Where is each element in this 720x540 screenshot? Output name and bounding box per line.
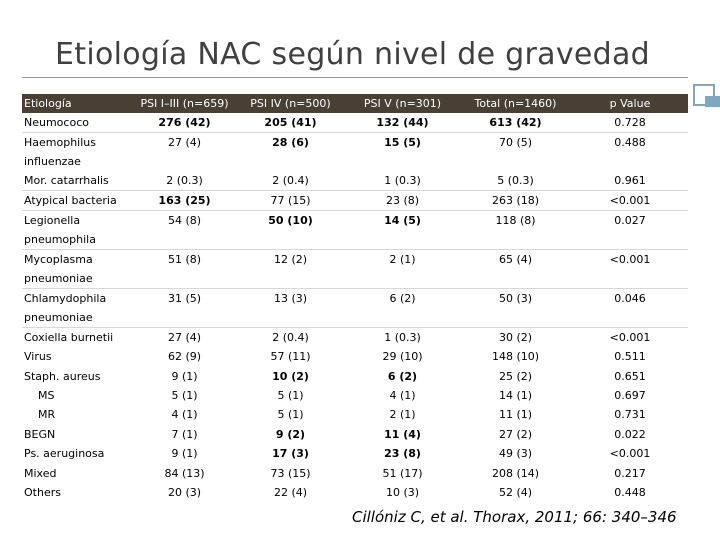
table-cell: 148 (10) [491,350,540,364]
table-row [22,367,688,386]
table-cell: <0.001 [609,447,651,461]
table-row [22,211,688,250]
table-cell: 49 (3) [498,447,533,461]
slide-title: Etiología NAC según nivel de gravedad [55,37,651,72]
table-cell: 23 (8) [384,447,421,461]
table-cell: 51 (8) [134,250,235,289]
table-cell: 0.961 [572,171,688,191]
table-cell: 11 (1) [498,408,533,422]
table-body [22,113,688,502]
table-cell: 12 (2) [235,250,346,289]
table-cell: 5 (1) [171,389,198,403]
table-cell: 9 (1) [171,447,198,461]
table-cell: 0.511 [614,350,646,364]
table-cell: 25 (2) [498,369,533,383]
table-cell: 23 (8) [346,191,459,211]
table-cell: 62 (9) [167,350,202,364]
row-label: Chlamydophila pneumoniae [22,289,134,328]
row-label: Mor. catarrhalis [22,171,134,191]
table-cell: 70 (5) [498,136,533,149]
header-total: Total (n=1460) [474,97,557,110]
table-cell: 13 (3) [235,289,346,328]
etiology-table [22,94,688,502]
table-cell: 10 (3) [385,486,420,500]
table-cell: 14 (1) [498,389,533,403]
table-row [22,483,688,502]
table-cell: 27 (2) [498,427,533,441]
table-cell: 9 (2) [275,427,306,441]
table-row [22,464,688,483]
table-cell: 17 (3) [272,447,309,461]
table-cell: 5 (0.3) [459,171,572,191]
table-cell: 2 (1) [346,250,459,289]
table-cell: 27 (4) [167,331,202,345]
table-row [22,133,688,172]
table-cell: 132 (44) [346,113,459,133]
table-row [22,425,688,444]
table-cell: 1 (0.3) [346,171,459,191]
table-cell: 65 (4) [459,250,572,289]
table-cell: 50 (10) [235,211,346,250]
header-etiology: Etiología [24,97,72,110]
table-row [22,171,688,191]
row-label: Neumococo [22,113,134,133]
table-cell: 118 (8) [459,211,572,250]
table-row [22,289,688,328]
table-cell: <0.001 [572,191,688,211]
table-header-row [22,94,688,113]
header-psi-1-3: PSI I–III (n=659) [140,97,229,110]
table-cell: 14 (5) [346,211,459,250]
row-label: Mixed [24,466,57,480]
row-label: Ps. aeruginosa [24,447,105,461]
table-cell: 2 (0.3) [134,171,235,191]
table-row [22,113,688,133]
header-psi-5: PSI V (n=301) [363,97,442,110]
table-cell: 276 (42) [134,113,235,133]
table-row [22,347,688,366]
table-cell: 15 (5) [384,136,421,149]
table-cell: 2 (0.4) [235,171,346,191]
table-row [22,250,688,289]
table-cell: 31 (5) [134,289,235,328]
title-divider [22,77,688,78]
table-cell: 30 (2) [498,331,533,345]
row-label: BEGN [24,427,56,441]
table-cell: 0.728 [572,113,688,133]
row-label: Legionella pneumophila [22,211,134,250]
table-cell: 28 (6) [272,136,309,149]
row-label: MS [38,389,55,403]
table-cell: 0.651 [614,369,646,383]
row-label: Staph. aureus [24,369,101,383]
table-cell: 205 (41) [235,113,346,133]
row-label: Mycoplasma pneumoniae [22,250,134,289]
row-label: Haemophilus influenzae [24,136,96,168]
header-p-value: p Value [609,97,651,110]
table-cell: 77 (15) [235,191,346,211]
table-cell: 0.731 [614,408,646,422]
table-cell: 0.217 [614,466,646,480]
table-cell: 27 (4) [167,136,202,149]
table-cell: 4 (1) [389,389,416,403]
table-cell: 29 (10) [382,350,423,364]
table-cell: 6 (2) [387,369,418,383]
table-cell: 11 (4) [384,427,421,441]
table-row [22,444,688,463]
citation: Cillóniz C, et al. Thorax, 2011; 66: 340–346 [352,508,677,526]
table-cell: 20 (3) [167,486,202,500]
table-row [22,405,688,424]
table-cell: <0.001 [609,331,651,345]
table-cell: 7 (1) [171,427,198,441]
table-cell: 5 (1) [277,408,304,422]
table-cell: 263 (18) [459,191,572,211]
table-cell: 4 (1) [171,408,198,422]
header-psi-4: PSI IV (n=500) [250,97,331,110]
table-cell: 5 (1) [277,389,304,403]
table-cell: 1 (0.3) [384,331,421,345]
table-cell: 9 (1) [171,369,198,383]
table-cell: 54 (8) [134,211,235,250]
table-row [22,386,688,405]
table-cell: 6 (2) [346,289,459,328]
table-row [22,328,688,348]
table-cell: 57 (11) [270,350,311,364]
table-cell: 0.448 [614,486,646,500]
table-cell: 52 (4) [498,486,533,500]
table-cell: 0.022 [614,427,646,441]
table-cell: <0.001 [572,250,688,289]
table-cell: 51 (17) [382,466,423,480]
table-cell: 22 (4) [273,486,308,500]
table-cell: 163 (25) [134,191,235,211]
row-label: Others [24,486,61,500]
row-label: MR [38,408,56,422]
table-cell: 50 (3) [459,289,572,328]
decorative-square-fill [705,96,720,107]
table-cell: 84 (13) [164,466,205,480]
table-cell: 2 (0.4) [272,331,309,345]
row-label: Coxiella burnetii [24,331,114,345]
table-cell: 208 (14) [491,466,540,480]
table-cell: 0.488 [614,136,646,149]
table-cell: 0.046 [572,289,688,328]
table-cell: 613 (42) [459,113,572,133]
table-cell: 0.697 [614,389,646,403]
table-cell: 0.027 [572,211,688,250]
table-row [22,191,688,211]
row-label: Atypical bacteria [22,191,134,211]
table-cell: 2 (1) [389,408,416,422]
table-cell: 73 (15) [270,466,311,480]
table-cell: 10 (2) [272,369,309,383]
row-label: Virus [24,350,52,364]
